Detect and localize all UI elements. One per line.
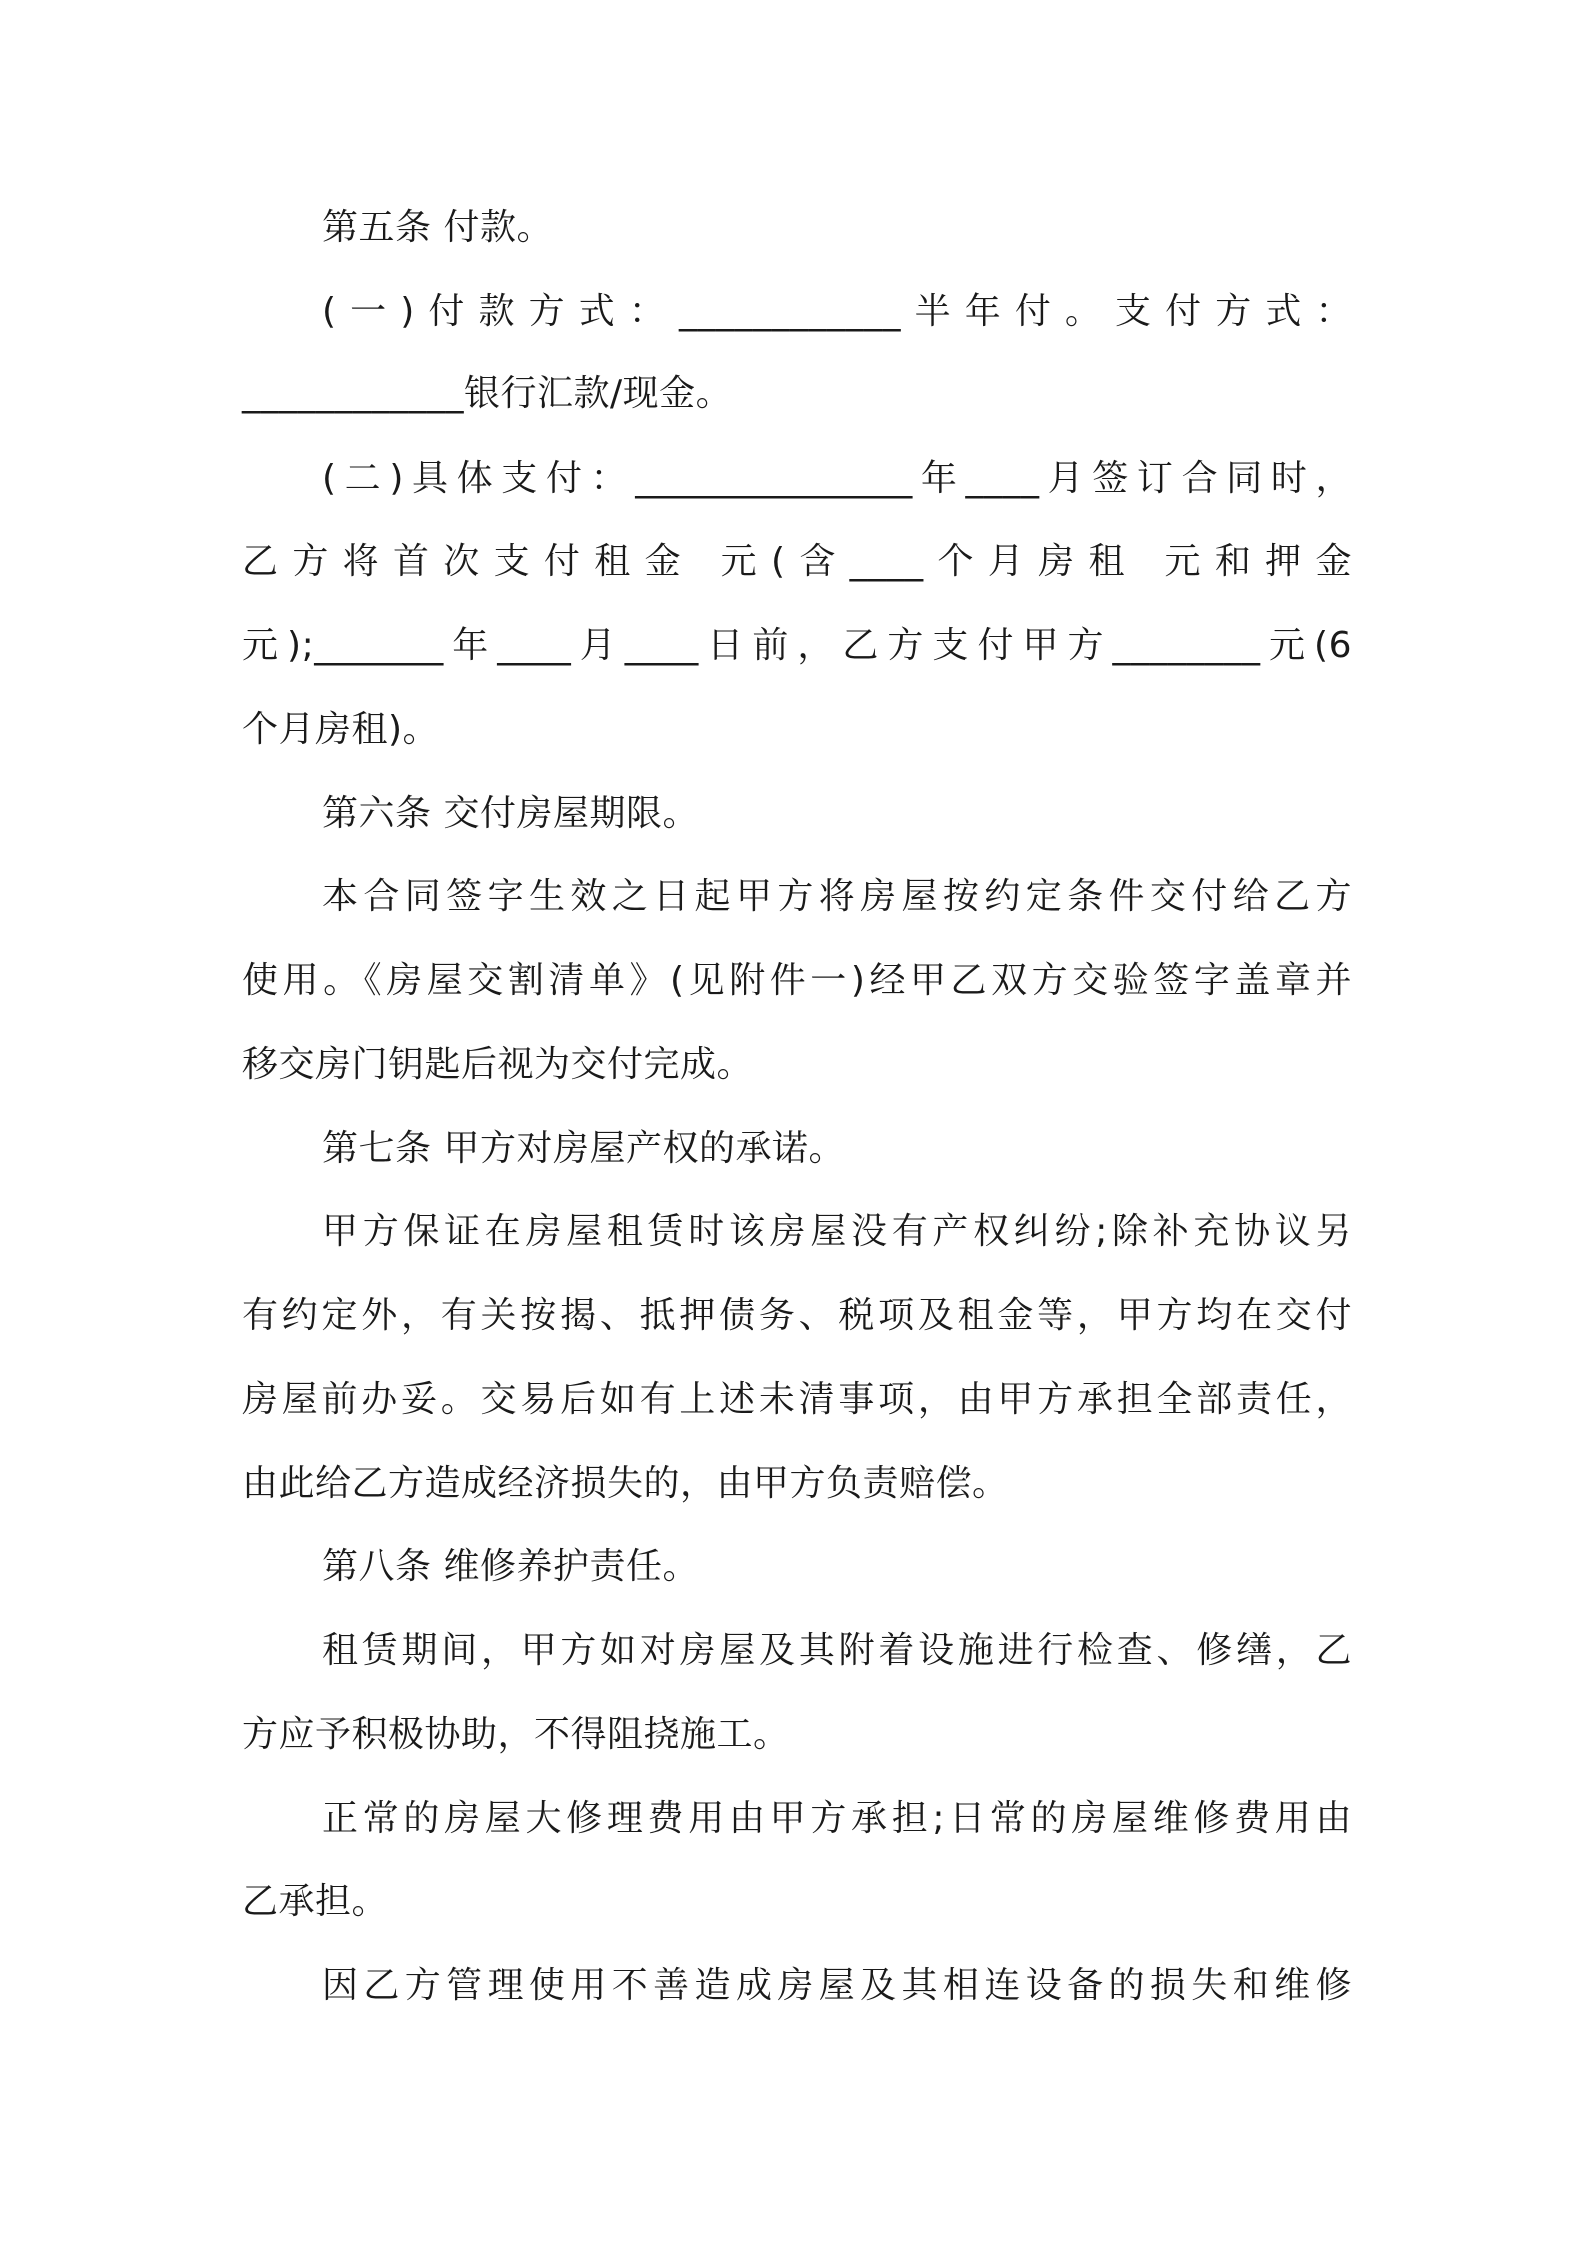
specific-payment-line-4: 个月房租)。 xyxy=(242,709,440,750)
article-6-line-2: 使用。《房屋交割清单》(见附件一)经甲乙双方交验签字盖章并 xyxy=(242,960,1352,1001)
article-8-line-3: 正常的房屋大修理费用由甲方承担;日常的房屋维修费用由 xyxy=(322,1798,1352,1839)
article-7-line-3: 房屋前办妥。交易后如有上述未清事项，由甲方承担全部责任， xyxy=(242,1379,1352,1420)
specific-payment-line: (二)具体支付：_______________年____月签订合同时， xyxy=(322,458,1352,499)
article-8-line-2: 方应予积极协助，不得阻挠施工。 xyxy=(242,1714,790,1755)
article-8-line-5: 因乙方管理使用不善造成房屋及其相连设备的损失和维修 xyxy=(322,1965,1352,2006)
article-7-line-2: 有约定外，有关按揭、抵押债务、税项及租金等，甲方均在交付 xyxy=(242,1295,1352,1336)
payment-method-line: (一)付款方式：____________半年付。支付方式： xyxy=(322,291,1352,332)
article-6-line-3: 移交房门钥匙后视为交付完成。 xyxy=(242,1044,754,1085)
article-5-heading: 第五条 付款。 xyxy=(322,207,553,248)
article-8-line-1: 租赁期间，甲方如对房屋及其附着设施进行检查、修缮，乙 xyxy=(322,1630,1352,1671)
article-6-line-1: 本合同签字生效之日起甲方将房屋按约定条件交付给乙方 xyxy=(322,876,1352,917)
payment-method-line-2: ____________银行汇款/现金。 xyxy=(242,373,733,414)
article-8-line-4: 乙承担。 xyxy=(242,1881,389,1922)
specific-payment-line-2: 乙方将首次支付租金 元(含____个月房租 元和押金 xyxy=(242,541,1352,582)
article-7-line-1: 甲方保证在房屋租赁时该房屋没有产权纠纷;除补充协议另 xyxy=(322,1211,1352,1252)
article-8-heading: 第八条 维修养护责任。 xyxy=(322,1546,699,1587)
article-7-line-4: 由此给乙方造成经济损失的，由甲方负责赔偿。 xyxy=(242,1463,1009,1504)
specific-payment-line-3: 元);_______年____月____日前，乙方支付甲方________元(6 xyxy=(242,625,1352,666)
article-6-heading: 第六条 交付房屋期限。 xyxy=(322,793,699,834)
article-7-heading: 第七条 甲方对房屋产权的承诺。 xyxy=(322,1128,845,1169)
